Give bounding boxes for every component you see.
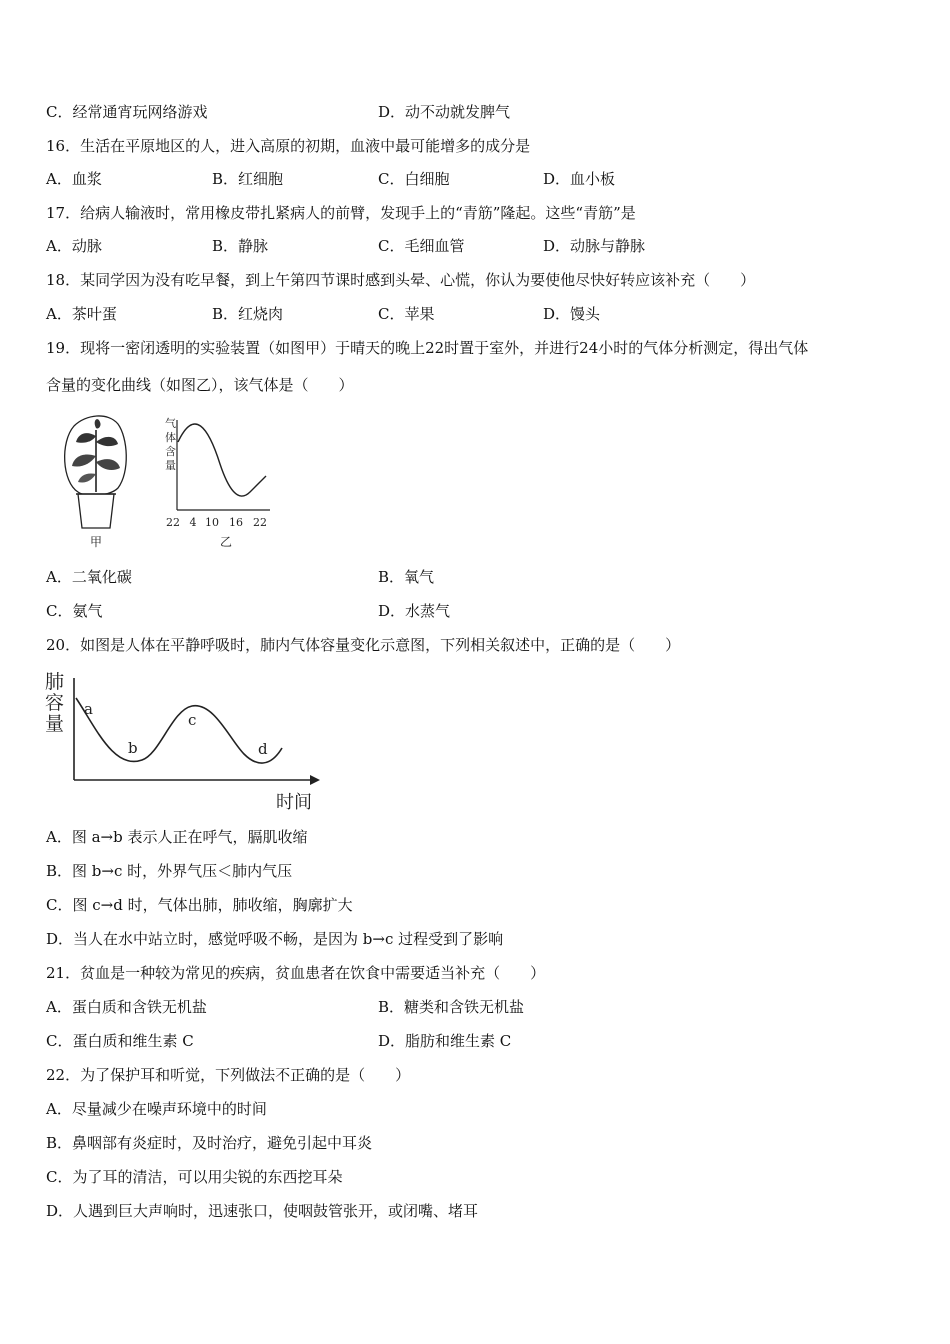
q21-option-b: B．糖类和含铁无机盐 (378, 998, 525, 1016)
q16-option-a: A．血浆 (46, 170, 102, 188)
q20-option-a: A．图 a→b 表示人正在呼气，膈肌收缩 (46, 828, 308, 846)
q21-option-a: A．蛋白质和含铁无机盐 (46, 998, 207, 1016)
q16-stem: 16．生活在平原地区的人，进入高原的初期，血液中最可能增多的成分是 (46, 137, 531, 155)
q17-option-a: A．动脉 (46, 237, 102, 255)
fig-yi-curve (178, 424, 266, 496)
leaf-icon (72, 454, 96, 466)
q18-option-a: A．茶叶蛋 (46, 305, 117, 323)
q19-figure-jia (56, 412, 136, 552)
fig-yi-xtick: 22 (253, 516, 267, 529)
q18-option-d: D．馒头 (543, 305, 601, 323)
q20-figure (44, 668, 334, 813)
bud-icon (95, 419, 101, 428)
q20-option-c: C．图 c→d 时，气体出肺，肺收缩，胸廓扩大 (46, 896, 353, 914)
fig-yi-ylabel-char: 气 (165, 417, 176, 430)
q20-option-d: D．当人在水中站立时，感觉呼吸不畅，是因为 b→c 过程受到了影响 (46, 930, 504, 948)
q20-option-b: B．图 b→c 时，外界气压＜肺内气压 (46, 862, 293, 880)
q17-option-b: B．静脉 (212, 237, 269, 255)
fig-ylabel-char: 量 (45, 713, 65, 735)
q22-option-c: C．为了耳的清洁，可以用尖锐的东西挖耳朵 (46, 1168, 343, 1186)
fig-yi-ylabel-char: 量 (165, 459, 176, 472)
q17-option-d: D．动脉与静脉 (543, 237, 646, 255)
q22-option-d: D．人遇到巨大声响时，迅速张口，使咽鼓管张开，或闭嘴、堵耳 (46, 1202, 479, 1220)
q19-stem-line1: 19．现将一密闭透明的实验装置（如图甲）于晴天的晚上22时置于室外，并进行24小时的气体分析测定，得出气体 (46, 339, 809, 357)
fig-point-label: b (128, 739, 138, 757)
q19-stem-line2: 含量的变化曲线（如图乙），该气体是（ ） (46, 376, 354, 394)
q16-option-d: D．血小板 (543, 170, 616, 188)
lung-volume-curve (76, 698, 282, 763)
fig-ylabel-char: 肺 (45, 671, 65, 693)
fig-yi-xtick: 22 (166, 516, 180, 529)
leaf-icon (96, 437, 118, 446)
q22-option-a: A．尽量减少在噪声环境中的时间 (46, 1100, 267, 1118)
fig-yi-label: 乙 (219, 535, 233, 549)
fig-yi-ylabel-char: 含 (165, 445, 176, 458)
q15-option-d: D．动不动就发脾气 (378, 103, 511, 121)
q22-stem: 22．为了保护耳和听觉，下列做法不正确的是（ ） (46, 1066, 411, 1084)
fig-yi-xtick: 10 (205, 516, 219, 529)
fig-point-label: d (258, 740, 268, 758)
q21-option-d: D．脂肪和维生素 C (378, 1032, 512, 1050)
q17-option-c: C．毛细血管 (378, 237, 465, 255)
q19-figure-yi (158, 412, 278, 552)
fig-xlabel: 时间 (276, 792, 312, 813)
q15-option-c: C．经常通宵玩网络游戏 (46, 103, 208, 121)
q19-option-b: B．氧气 (378, 568, 435, 586)
q18-stem: 18．某同学因为没有吃早餐，到上午第四节课时感到头晕、心慌，你认为要使他尽快好转应该补充（ ） (46, 271, 756, 289)
q19-option-d: D．水蒸气 (378, 602, 451, 620)
q16-option-c: C．白细胞 (378, 170, 450, 188)
fig-point-label: a (84, 700, 93, 718)
leaf-icon (96, 459, 120, 470)
q21-option-c: C．蛋白质和维生素 C (46, 1032, 194, 1050)
q19-option-c: C．氨气 (46, 602, 103, 620)
fig-yi-ylabel-char: 体 (165, 431, 176, 444)
x-axis-arrow-icon (310, 775, 320, 785)
q18-option-c: C．苹果 (378, 305, 435, 323)
q16-option-b: B．红细胞 (212, 170, 284, 188)
fig-jia-label: 甲 (89, 535, 103, 549)
q21-stem: 21．贫血是一种较为常见的疾病，贫血患者在饮食中需要适当补充（ ） (46, 964, 546, 982)
fig-point-label: c (188, 711, 197, 729)
flower-pot (78, 494, 114, 528)
fig-yi-xtick: 16 (229, 516, 243, 529)
q19-option-a: A．二氧化碳 (46, 568, 132, 586)
q20-stem: 20．如图是人体在平静呼吸时，肺内气体容量变化示意图，下列相关叙述中，正确的是（ ） (46, 636, 681, 654)
fig-yi-xtick: 4 (189, 516, 197, 529)
fig-ylabel-char: 容 (45, 692, 65, 714)
q17-stem: 17．给病人输液时，常用橡皮带扎紧病人的前臂，发现手上的“青筋”隆起。这些“青筋”是 (46, 204, 636, 222)
leaf-icon (76, 433, 96, 443)
leaf-icon (78, 473, 96, 482)
q18-option-b: B．红烧肉 (212, 305, 284, 323)
q22-option-b: B．鼻咽部有炎症时，及时治疗，避免引起中耳炎 (46, 1134, 373, 1152)
